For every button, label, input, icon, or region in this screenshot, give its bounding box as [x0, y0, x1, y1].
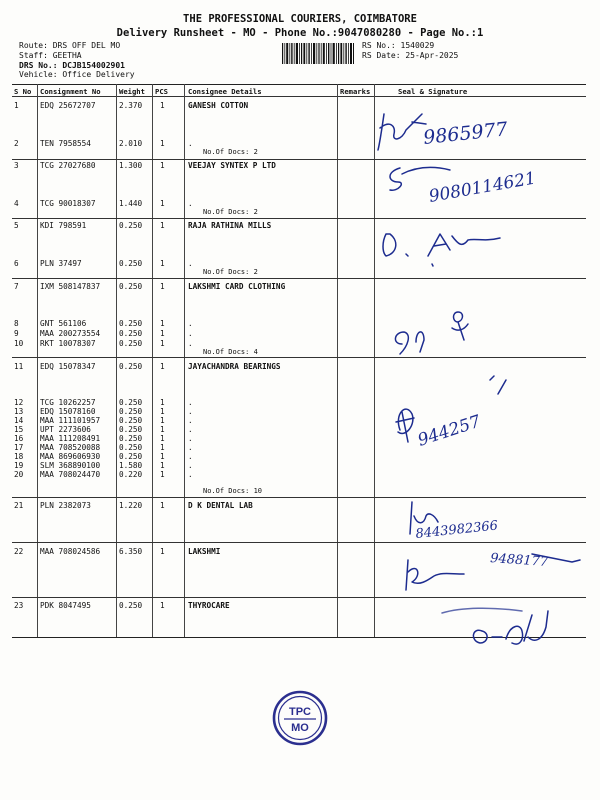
- row-weight: 1.220: [119, 501, 143, 510]
- row-pcs: 1: [160, 425, 165, 434]
- row-consignee: .: [188, 339, 193, 348]
- row-sno: 20: [14, 470, 24, 479]
- row-weight: 1.440: [119, 199, 143, 208]
- row-consignee: .: [188, 199, 193, 208]
- row-consignment-no: TCG 10262257: [40, 398, 96, 407]
- row-weight: 0.250: [119, 221, 143, 230]
- row-weight: 0.250: [119, 319, 143, 328]
- row-consignee: RAJA RATHINA MILLS: [188, 221, 272, 230]
- row-weight: 1.300: [119, 161, 143, 170]
- row-consignment-no: MAA 869606930: [40, 452, 101, 461]
- row-consignment-no: PDK 8047495: [40, 601, 91, 610]
- row-consignment-no: MAA 111208491: [40, 434, 101, 443]
- row-weight: 0.250: [119, 452, 143, 461]
- row-pcs: 1: [160, 329, 165, 338]
- row-consignment-no: MAA 708520088: [40, 443, 101, 452]
- header-bottom-rule: [12, 96, 586, 97]
- row-consignment-no: TCG 90018307: [40, 199, 96, 208]
- row-weight: 0.250: [119, 443, 143, 452]
- row-consignee: .: [188, 416, 193, 425]
- row-consignee: VEEJAY SYNTEX P LTD: [188, 161, 276, 170]
- row-sno: 4: [14, 199, 19, 208]
- table-top-rule: [12, 84, 586, 85]
- signature-5: [372, 358, 584, 496]
- row-pcs: 1: [160, 601, 165, 610]
- drs-number: DRS No.: DCJB154002901: [19, 60, 125, 70]
- row-sno: 17: [14, 443, 24, 452]
- runsheet-subtitle: Delivery Runsheet - MO - Phone No.:9047080280 - Page No.:1: [116, 27, 484, 39]
- row-consignee: D K DENTAL LAB: [188, 501, 253, 510]
- row-sno: 6: [14, 259, 19, 268]
- signature-3: [372, 220, 584, 278]
- row-weight: 0.250: [119, 601, 143, 610]
- row-sno: 15: [14, 425, 24, 434]
- row-pcs: 1: [160, 101, 165, 110]
- row-consignment-no: EDQ 25672707: [40, 101, 96, 110]
- row-consignment-no: EDQ 15078160: [40, 407, 96, 416]
- row-weight: 0.250: [119, 362, 143, 371]
- row-consignment-no: GNT 561106: [40, 319, 87, 328]
- row-weight: 0.250: [119, 434, 143, 443]
- row-consignee: .: [188, 470, 193, 479]
- doc-count-label: No.Of Docs: 2: [203, 148, 258, 156]
- row-sno: 3: [14, 161, 19, 170]
- col-remarks: Remarks: [340, 87, 371, 96]
- row-consignment-no: IXM 508147837: [40, 282, 101, 291]
- row-pcs: 1: [160, 461, 165, 470]
- row-pcs: 1: [160, 407, 165, 416]
- row-weight: 1.580: [119, 461, 143, 470]
- col-consignee: Consignee Details: [188, 87, 262, 96]
- row-pcs: 1: [160, 547, 165, 556]
- signature-phone-5: 944257: [415, 411, 484, 451]
- row-sno: 21: [14, 501, 24, 510]
- company-title: THE PROFESSIONAL COURIERS, COIMBATORE: [183, 13, 417, 25]
- row-consignee: .: [188, 407, 193, 416]
- row-consignee: .: [188, 434, 193, 443]
- row-consignee: JAYACHANDRA BEARINGS: [188, 362, 281, 371]
- col-weight: Weight: [119, 87, 145, 96]
- rs-date: RS Date: 25-Apr-2025: [362, 50, 459, 60]
- row-consignment-no: TCG 27027680: [40, 161, 96, 170]
- row-consignee: THYROCARE: [188, 601, 230, 610]
- row-weight: 0.250: [119, 259, 143, 268]
- row-pcs: 1: [160, 452, 165, 461]
- row-weight: 0.250: [119, 398, 143, 407]
- doc-count-label: No.Of Docs: 2: [203, 208, 258, 216]
- row-weight: 0.250: [119, 416, 143, 425]
- staff-label: Staff: GEETHA: [19, 50, 82, 60]
- row-weight: 0.220: [119, 470, 143, 479]
- row-weight: 0.250: [119, 407, 143, 416]
- tpc-seal-stamp: [272, 690, 328, 746]
- row-consignee: .: [188, 139, 193, 148]
- row-weight: 2.010: [119, 139, 143, 148]
- row-weight: 0.250: [119, 339, 143, 348]
- signature-4: [372, 300, 584, 360]
- col-seal: Seal & Signature: [398, 87, 468, 96]
- signature-8: [372, 597, 584, 657]
- row-consignment-no: PLN 37497: [40, 259, 82, 268]
- row-consignee: .: [188, 398, 193, 407]
- row-sno: 22: [14, 547, 24, 556]
- signature-7: [372, 542, 584, 598]
- row-consignment-no: PLN 2382073: [40, 501, 91, 510]
- row-sno: 11: [14, 362, 24, 371]
- row-pcs: 1: [160, 501, 165, 510]
- meta-right: [362, 41, 458, 61]
- row-weight: 2.370: [119, 101, 143, 110]
- rs-number: RS No.: 1540029: [362, 41, 435, 50]
- row-consignment-no: RKT 10078307: [40, 339, 96, 348]
- doc-count-label: No.Of Docs: 2: [203, 268, 258, 276]
- row-sno: 9: [14, 329, 19, 338]
- row-consignee: .: [188, 452, 193, 461]
- signature-2: [372, 160, 584, 218]
- row-consignee: .: [188, 443, 193, 452]
- barcode: [282, 43, 354, 64]
- row-sno: 23: [14, 601, 24, 610]
- row-pcs: 1: [160, 139, 165, 148]
- col-consignment: Consignment No: [40, 87, 101, 96]
- row-consignee: .: [188, 461, 193, 470]
- row-consignee: .: [188, 259, 193, 268]
- row-pcs: 1: [160, 470, 165, 479]
- row-sno: 2: [14, 139, 19, 148]
- row-sno: 19: [14, 461, 24, 470]
- row-pcs: 1: [160, 259, 165, 268]
- row-pcs: 1: [160, 339, 165, 348]
- row-consignment-no: UPT 2273606: [40, 425, 91, 434]
- signature-phone-6: 8443982366: [414, 518, 499, 542]
- row-pcs: 1: [160, 416, 165, 425]
- meta-left: [19, 41, 135, 80]
- svg-text:MO: MO: [291, 722, 309, 734]
- row-pcs: 1: [160, 434, 165, 443]
- row-consignee: GANESH COTTON: [188, 101, 249, 110]
- row-consignment-no: TEN 7958554: [40, 139, 91, 148]
- row-weight: 0.250: [119, 329, 143, 338]
- row-pcs: 1: [160, 282, 165, 291]
- route-label: Route: DRS OFF DEL MO: [19, 41, 121, 50]
- row-sno: 18: [14, 452, 24, 461]
- row-consignment-no: MAA 708024586: [40, 547, 101, 556]
- row-pcs: 1: [160, 362, 165, 371]
- signature-6: [372, 498, 584, 544]
- row-consignment-no: MAA 200273554: [40, 329, 101, 338]
- doc-count-label: No.Of Docs: 10: [203, 487, 263, 495]
- signature-1: [372, 100, 584, 160]
- row-consignment-no: MAA 111101957: [40, 416, 101, 425]
- svg-text:TPC: TPC: [289, 706, 311, 718]
- row-pcs: 1: [160, 221, 165, 230]
- row-sno: 12: [14, 398, 24, 407]
- col-sno: S No: [14, 87, 32, 96]
- row-consignee: LAKSHMI: [188, 547, 221, 556]
- row-sno: 1: [14, 101, 19, 110]
- signature-phone-7: 9488177: [489, 551, 549, 571]
- signature-phone-2: 9080114621: [427, 168, 538, 207]
- signature-phone-1: 9865977: [422, 118, 509, 149]
- row-pcs: 1: [160, 161, 165, 170]
- row-consignment-no: MAA 708024470: [40, 470, 101, 479]
- row-sno: 10: [14, 339, 24, 348]
- doc-count-label: No.Of Docs: 4: [203, 348, 258, 356]
- row-sno: 5: [14, 221, 19, 230]
- row-pcs: 1: [160, 319, 165, 328]
- row-consignee: .: [188, 425, 193, 434]
- row-weight: 0.250: [119, 425, 143, 434]
- row-sno: 14: [14, 416, 24, 425]
- row-consignment-no: KDI 798591: [40, 221, 87, 230]
- row-sno: 13: [14, 407, 24, 416]
- vehicle-label: Vehicle: Office Delivery: [19, 70, 135, 80]
- row-sno: 7: [14, 282, 19, 291]
- row-consignment-no: SLM 368890100: [40, 461, 101, 470]
- row-consignment-no: EDQ 15078347: [40, 362, 96, 371]
- col-pcs: PCS: [155, 87, 168, 96]
- row-consignee: .: [188, 329, 193, 338]
- row-pcs: 1: [160, 443, 165, 452]
- row-consignee: .: [188, 319, 193, 328]
- row-sno: 16: [14, 434, 24, 443]
- row-consignee: LAKSHMI CARD CLOTHING: [188, 282, 286, 291]
- row-sno: 8: [14, 319, 19, 328]
- row-weight: 0.250: [119, 282, 143, 291]
- row-pcs: 1: [160, 398, 165, 407]
- row-weight: 6.350: [119, 547, 143, 556]
- row-pcs: 1: [160, 199, 165, 208]
